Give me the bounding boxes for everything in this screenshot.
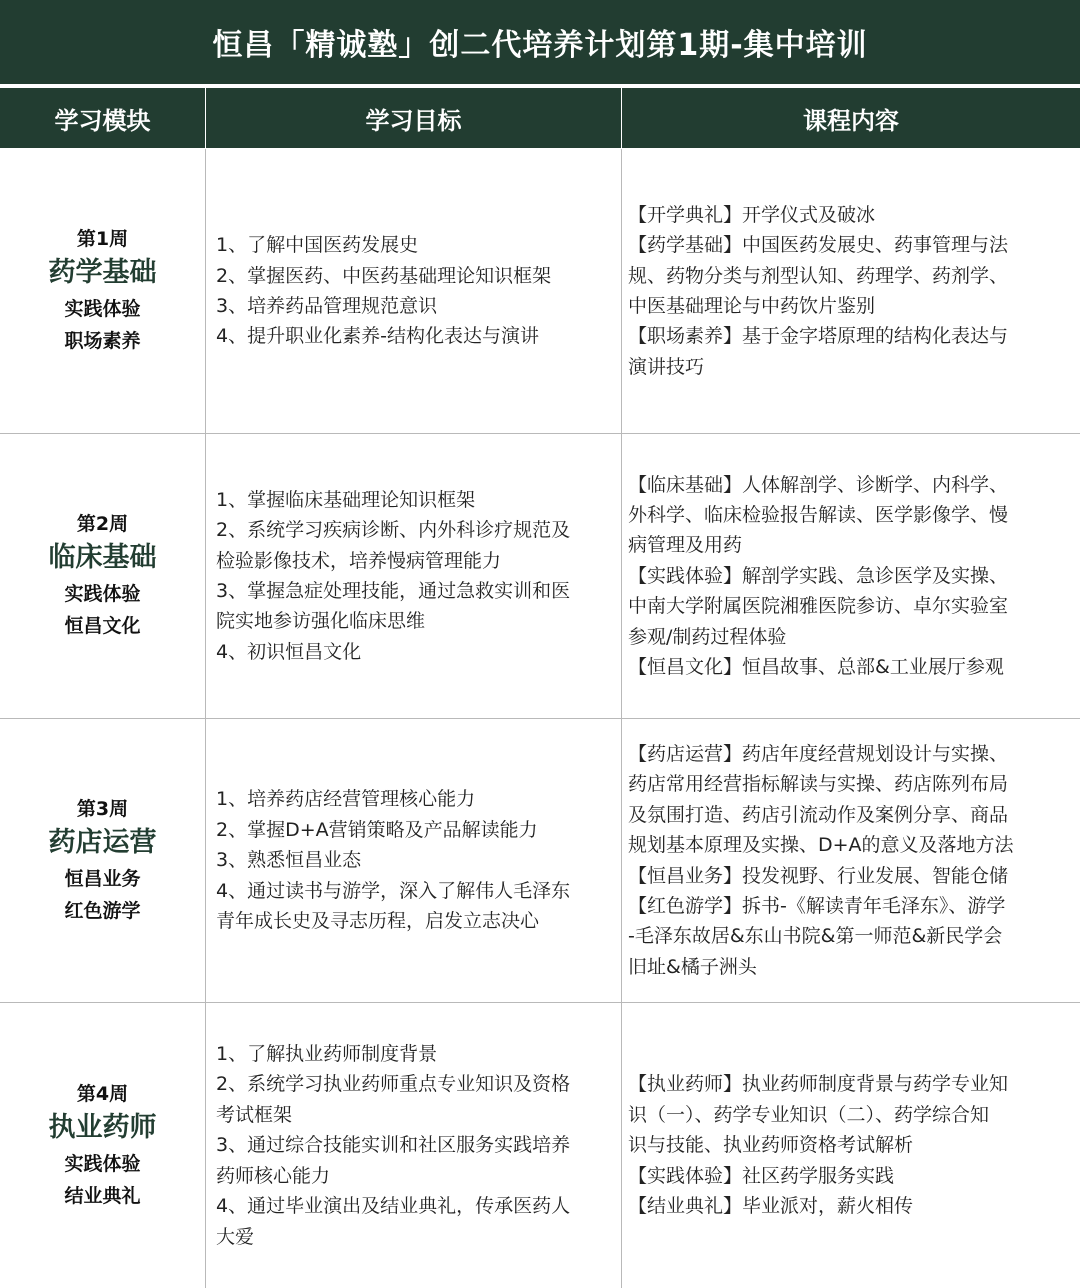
- goal-line: 3、熟悉恒昌业态: [216, 849, 362, 872]
- module-sub: 恒昌文化: [64, 615, 141, 637]
- module-title: 临床基础: [48, 542, 157, 573]
- table-row-week-4: [0, 1003, 1080, 1288]
- content-line: 【实践体验】解剖学实践、急诊医学及实操、: [628, 564, 1009, 587]
- header-module: 学习模块: [0, 88, 206, 148]
- goal-line: 2、系统学习执业药师重点专业知识及资格: [216, 1073, 571, 1096]
- goal-line: 药师核心能力: [216, 1164, 331, 1187]
- content-line: 【药店运营】药店年度经营规划设计与实操、: [628, 742, 1009, 765]
- week-label: 第4周: [76, 1082, 129, 1105]
- goals-cell: [206, 719, 622, 1002]
- content-line: 旧址&橘子洲头: [628, 955, 757, 978]
- module-title: 药学基础: [48, 257, 157, 288]
- goal-line: 3、掌握急症处理技能，通过急救实训和医: [216, 580, 571, 602]
- content-cell: [622, 434, 1080, 718]
- goal-line: 2、掌握医药、中医药基础理论知识框架: [216, 264, 552, 287]
- goal-line: 4、通过读书与游学，深入了解伟人毛泽东: [216, 879, 571, 902]
- goal-line: 检验影像技术，培养慢病管理能力: [216, 549, 502, 572]
- content-line: 【实践体验】社区药学服务实践: [628, 1164, 895, 1187]
- week-label: 第3周: [76, 797, 129, 820]
- goal-line: 考试框架: [216, 1103, 293, 1126]
- module-sub: 实践体验: [64, 583, 141, 605]
- module-sub: 实践体验: [64, 298, 141, 320]
- table-row-week-1: [0, 149, 1080, 434]
- content-line: 【恒昌文化】恒昌故事、总部&工业展厅参观: [628, 656, 1004, 679]
- goal-line: 4、通过毕业演出及结业典礼，传承医药人: [216, 1195, 571, 1218]
- content-line: 病管理及用药: [628, 534, 743, 557]
- module-cell: [0, 434, 206, 718]
- goal-line: 1、培养药店经营管理核心能力: [216, 788, 476, 811]
- content-line: 【恒昌业务】投发视野、行业发展、智能仓储: [628, 864, 1009, 887]
- content-line: 参观/制药过程体验: [628, 625, 787, 648]
- module-title: 药店运营: [48, 826, 157, 858]
- goal-line: 1、掌握临床基础理论知识框架: [216, 488, 476, 511]
- content-cell: [622, 149, 1080, 433]
- module-sub: 实践体验: [64, 1152, 141, 1175]
- goal-line: 4、初识恒昌文化: [216, 640, 362, 663]
- table-title: 恒昌「精诚塾」创二代培养计划第1期-集中培训: [0, 0, 1080, 86]
- content-line: 【开学典礼】开学仪式及破冰: [628, 203, 876, 226]
- content-cell: [622, 1003, 1080, 1288]
- goal-line: 青年成长史及寻志历程，启发立志决心: [216, 910, 540, 933]
- content-line: 【执业药师】执业药师制度背景与药学专业知: [628, 1073, 1009, 1096]
- header-content: 课程内容: [803, 106, 899, 135]
- module-sub: 恒昌业务: [64, 867, 141, 890]
- module-cell: [0, 1003, 206, 1288]
- goals-cell: [206, 434, 622, 718]
- module-sub: 红色游学: [64, 899, 141, 922]
- content-line: 【结业典礼】毕业派对，薪火相传: [628, 1195, 914, 1218]
- goal-line: 2、系统学习疾病诊断、内外科诊疗规范及: [216, 519, 571, 542]
- content-line: 【药学基础】中国医药发展史、药事管理与法: [628, 234, 1009, 257]
- content-line: 及氛围打造、药店引流动作及案例分享、商品: [628, 803, 1009, 826]
- module-cell: [0, 149, 206, 433]
- module-sub: 结业典礼: [64, 1184, 141, 1207]
- content-line: 中医基础理论与中药饮片鉴别: [628, 295, 876, 317]
- module-cell: [0, 719, 206, 1002]
- content-line: 【职场素养】基于金字塔原理的结构化表达与: [628, 325, 1009, 348]
- goals-cell: [206, 149, 622, 433]
- content-line: 【临床基础】人体解剖学、诊断学、内科学、: [628, 473, 1009, 496]
- goal-line: 大爱: [216, 1225, 255, 1248]
- content-line: -毛泽东故居&东山书院&第一师范&新民学会: [628, 925, 1003, 948]
- content-line: 识（一）、药学专业知识（二）、药学综合知: [628, 1103, 990, 1126]
- content-line: 演讲技巧: [628, 355, 705, 378]
- goal-line: 4、提升职业化素养-结构化表达与演讲: [216, 325, 539, 348]
- table-row-week-2: [0, 434, 1080, 719]
- header-row: [0, 88, 1080, 148]
- content-line: 识与技能、执业药师资格考试解析: [628, 1134, 914, 1157]
- goals-cell: [206, 1003, 622, 1288]
- header-goals: 学习目标: [206, 88, 622, 148]
- content-line: 中南大学附属医院湘雅医院参访、卓尔实验室: [628, 595, 1009, 618]
- content-line: 【红色游学】拆书-《解读青年毛泽东》、游学: [628, 894, 1006, 917]
- goal-line: 院实地参访强化临床思维: [216, 610, 426, 633]
- content-line: 外科学、临床检验报告解读、医学影像学、慢: [628, 503, 1009, 526]
- week-label: 第2周: [76, 513, 129, 535]
- content-line: 规、药物分类与剂型认知、药理学、药剂学、: [628, 264, 1009, 287]
- goal-line: 2、掌握D+A营销策略及产品解读能力: [216, 818, 538, 841]
- content-line: 药店常用经营指标解读与实操、药店陈列布局: [628, 773, 1009, 796]
- goal-line: 3、通过综合技能实训和社区服务实践培养: [216, 1134, 571, 1157]
- content-line: 规划基本原理及实操、D+A的意义及落地方法: [628, 834, 1014, 857]
- goal-line: 3、培养药品管理规范意识: [216, 295, 438, 317]
- module-sub: 职场素养: [64, 330, 141, 352]
- goal-line: 1、了解中国医药发展史: [216, 234, 419, 257]
- content-cell: [622, 719, 1080, 1002]
- goal-line: 1、了解执业药师制度背景: [216, 1043, 438, 1066]
- week-label: 第1周: [76, 228, 129, 250]
- module-title: 执业药师: [48, 1111, 157, 1143]
- table-row-week-3: [0, 719, 1080, 1003]
